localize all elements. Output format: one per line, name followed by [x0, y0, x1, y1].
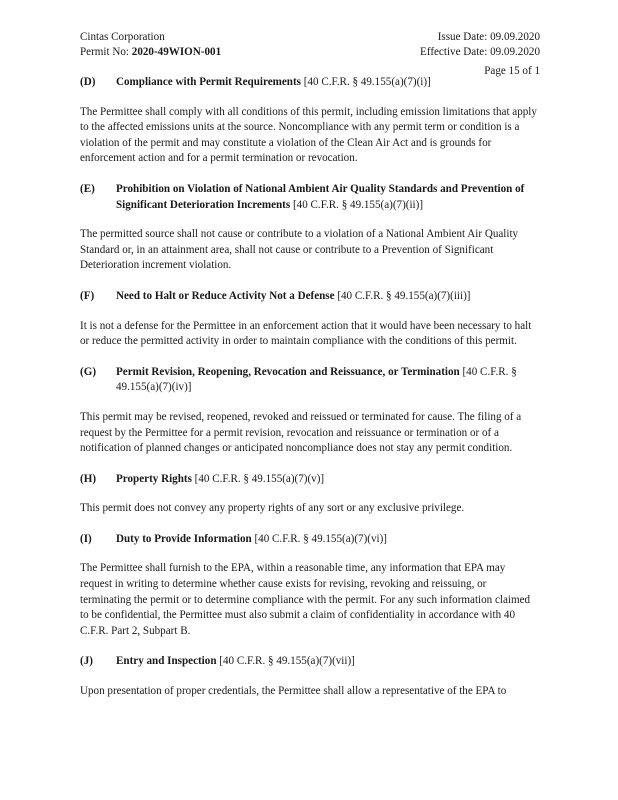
section-title: Duty to Provide Information — [116, 532, 252, 545]
section-title: Permit Revision, Reopening, Revocation and Reissuance, or Termination — [116, 365, 460, 378]
section-citation: [40 C.F.R. § 49.155(a)(7)(iii)] — [334, 289, 471, 302]
section-citation: [40 C.F.R. § 49.155(a)(7)(v)] — [191, 472, 325, 485]
effective-date: Effective Date: 09.09.2020 — [420, 45, 540, 58]
section-letter: (H) — [80, 472, 97, 485]
section-letter: (G) — [80, 365, 97, 378]
section-heading-g — [80, 365, 540, 396]
section-heading-i — [80, 532, 540, 548]
page-header — [80, 30, 540, 59]
section-title: Compliance with Permit Requirements — [116, 76, 301, 88]
section-letter: (F) — [80, 289, 95, 302]
section-citation: [40 C.F.R. § 49.155(a)(7)(vi)] — [251, 532, 387, 545]
section-citation: [40 C.F.R. § 49.155(a)(7)(i)] — [300, 76, 431, 88]
section-body-d: The Permittee shall comply with all conditions of this permit, including emission limitations that apply to the affected emissions units at the source. Noncompliance with any permit term or condition is a violation of the permit and may constitute a violation of the Clean Air Act and is grounds for enforcement action and for a permit termination or revocation. — [80, 105, 537, 165]
section-citation: [40 C.F.R. § 49.155(a)(7)(vii)] — [216, 655, 355, 668]
section-body-f: It is not a defense for the Permittee in an enforcement action that it would have been necessary to halt or reduce the permitted activity in order to maintain compliance with the conditions of this permit. — [80, 319, 532, 348]
section-letter: (I) — [80, 532, 92, 545]
section-heading-d — [80, 75, 540, 91]
permit-label: Permit No: — [80, 45, 129, 58]
section-body-j: Upon presentation of proper credentials, the Permittee shall allow a representative of the EPA to — [80, 685, 507, 698]
section-heading-e — [80, 182, 540, 213]
section-title: Property Rights — [116, 472, 192, 485]
permit-number — [80, 45, 221, 60]
section-body-i: The Permittee shall furnish to the EPA, within a reasonable time, any information that EPA may request in writing to determine whether cause exists for revising, revoking and reissuing, or terminating the permit or to determine compliance with the permit. For any such information claimed to be confidential, the Permittee must also submit a claim of confidentiality in accordance with 40 C.F.R. Part 2, Subpart B. — [80, 562, 531, 637]
permit-number-value: 2020-49WION-001 — [131, 45, 222, 58]
section-letter: (E) — [80, 182, 95, 195]
section-heading-j — [80, 654, 540, 670]
document-body — [80, 75, 540, 700]
section-letter: (D) — [80, 76, 96, 88]
section-title: Prohibition on Violation of National Ambient Air Quality Standards and Prevention of Significant Deterioration Increments — [116, 182, 525, 211]
section-title: Entry and Inspection — [116, 655, 217, 668]
section-citation: [40 C.F.R. § 49.155(a)(7)(ii)] — [290, 198, 424, 211]
section-body-g: This permit may be revised, reopened, revoked and reissued or terminated for cause. The filing of a request by the Permittee for a permit revision, revocation and reissuance or termination or of a notification of planned changes or anticipated noncompliance does not stay any permit condition. — [80, 410, 522, 455]
section-title: Need to Halt or Reduce Activity Not a Defense — [116, 289, 335, 302]
page-number: Page 15 of 1 — [484, 65, 540, 77]
section-body-h: This permit does not convey any property rights of any sort or any exclusive privilege. — [80, 502, 465, 515]
issue-date: Issue Date: 09.09.2020 — [437, 31, 540, 43]
section-citation: [40 C.F.R. § 49.155(a)(7)(iv)] — [116, 365, 517, 394]
company-name: Cintas Corporation — [80, 31, 165, 43]
section-heading-h — [80, 472, 540, 488]
section-body-e: The permitted source shall not cause or contribute to a violation of a National Ambient Air Quality Standard or, in an attainment area, shall not cause or contribute to a Prevention of Significant Deterioration increment violation. — [80, 228, 519, 272]
section-heading-f — [80, 289, 540, 305]
section-letter: (J) — [80, 655, 93, 668]
